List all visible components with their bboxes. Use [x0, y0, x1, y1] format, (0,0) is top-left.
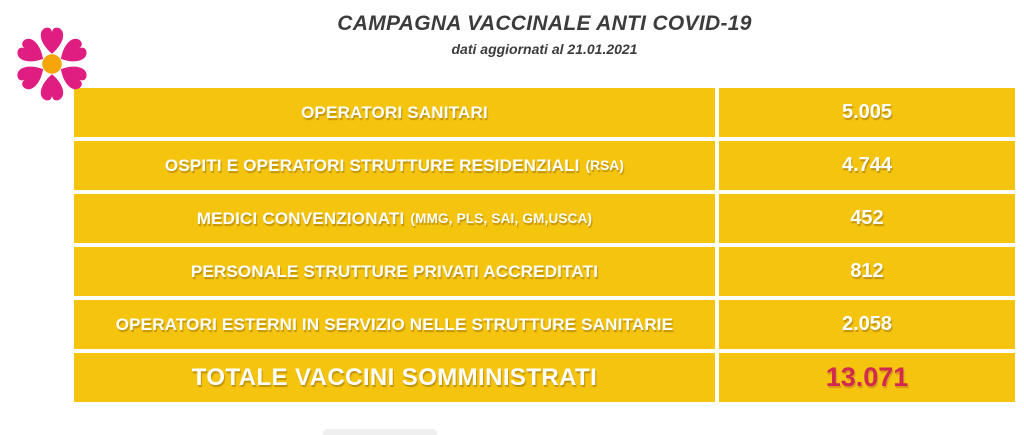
table-row — [74, 194, 1015, 243]
row-value: 5.005 — [841, 101, 893, 123]
table-row — [74, 300, 1015, 349]
row-value: 2.058 — [841, 313, 893, 335]
table-row — [74, 141, 1015, 190]
row-label-note: (RSA) — [585, 158, 625, 173]
total-label: TOTALE VACCINI SOMMINISTRATI — [191, 363, 598, 391]
row-label: OPERATORI ESTERNI IN SERVIZIO NELLE STRUTTURE SANITARIE — [115, 314, 674, 334]
bottom-partial-shape — [323, 429, 437, 435]
row-label: PERSONALE STRUTTURE PRIVATI ACCREDITATI — [190, 261, 599, 281]
page-subtitle: dati aggiornati al 21.01.2021 — [451, 41, 638, 57]
total-value: 13.071 — [825, 362, 909, 392]
header — [74, 12, 1015, 57]
row-label-cell — [74, 194, 715, 243]
row-value-cell — [719, 300, 1015, 349]
row-value-cell — [719, 141, 1015, 190]
row-label: MEDICI CONVENZIONATI — [196, 208, 405, 228]
flower-icon — [14, 26, 90, 102]
row-label: OSPITI E OPERATORI STRUTTURE RESIDENZIALI — [164, 155, 580, 175]
row-value-cell — [719, 194, 1015, 243]
vaccination-table — [74, 88, 1015, 402]
row-label-cell — [74, 247, 715, 296]
row-label-cell — [74, 88, 715, 137]
table-row — [74, 88, 1015, 137]
table-row — [74, 247, 1015, 296]
table-row-total — [74, 353, 1015, 402]
total-value-cell — [719, 353, 1015, 402]
row-value-cell — [719, 88, 1015, 137]
row-label-cell — [74, 300, 715, 349]
row-value: 452 — [850, 207, 884, 229]
row-value: 812 — [850, 260, 884, 282]
row-label: OPERATORI SANITARI — [301, 102, 488, 122]
total-label-cell — [74, 353, 715, 402]
row-value-cell — [719, 247, 1015, 296]
row-label-cell — [74, 141, 715, 190]
row-label-note: (MMG, PLS, SAI, GM,USCA) — [410, 211, 593, 226]
row-value: 4.744 — [841, 154, 893, 176]
page-title: CAMPAGNA VACCINALE ANTI COVID-19 — [337, 12, 752, 35]
